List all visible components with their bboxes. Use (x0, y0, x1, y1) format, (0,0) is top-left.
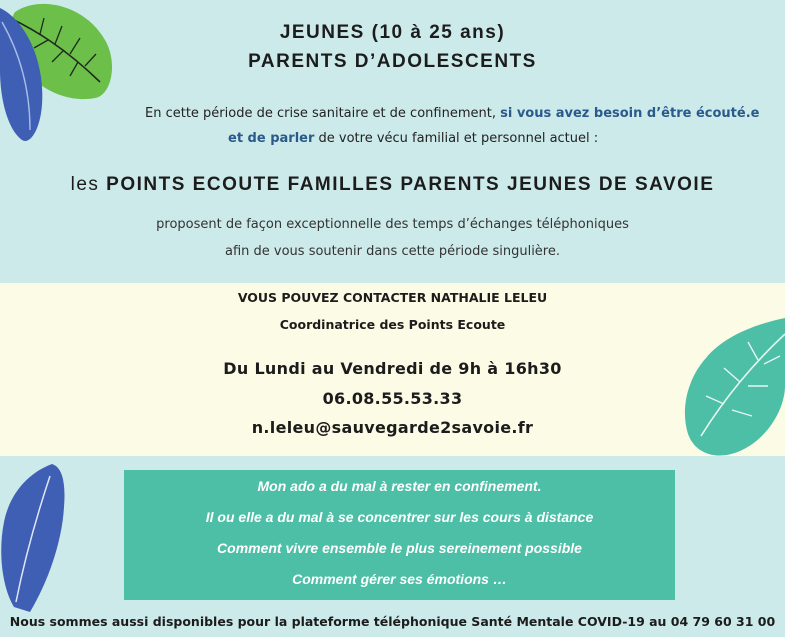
description-line-1: proposent de façon exceptionnelle des temps d’échanges téléphoniques (156, 217, 629, 232)
description-line-2: afin de vous soutenir dans cette période singulière. (225, 244, 560, 259)
question-item: Il ou elle a du mal à se concentrer sur les cours à distance (205, 509, 594, 525)
header-line-1: JEUNES (10 à 25 ans) (279, 22, 506, 43)
footer-text: Nous sommes aussi disponibles pour la plateforme téléphonique Santé Mentale COVID-19 au 04 79 60 31 00 (9, 614, 776, 629)
intro-highlight-1: si vous avez besoin d’être écouté.e (500, 106, 760, 121)
intro-text: En cette période de crise sanitaire et de confinement, (145, 106, 501, 121)
blue-leaf-bottom-icon (0, 462, 70, 612)
intro-highlight-2: et de parler (228, 131, 315, 146)
questions-box (124, 470, 675, 600)
intro-line-1 (110, 101, 785, 126)
question-item: Mon ado a du mal à rester en confinement. (257, 478, 542, 494)
contact-email[interactable]: n.leleu@sauvegarde2savoie.fr (251, 418, 534, 437)
question-item: Comment gérer ses émotions … (292, 571, 507, 587)
question-item: Comment vivre ensemble le plus sereinement possible (217, 540, 582, 556)
contact-role: Coordinatrice des Points Ecoute (279, 317, 506, 332)
contact-hours: Du Lundi au Vendredi de 9h à 16h30 (223, 359, 562, 378)
intro-line-2 (228, 126, 785, 151)
contact-phone[interactable]: 06.08.55.53.33 (322, 389, 463, 408)
main-title (0, 174, 785, 196)
contact-heading: VOUS POUVEZ CONTACTER NATHALIE LELEU (237, 290, 548, 305)
intro-text-2: de votre vécu familial et personnel actuel : (314, 131, 599, 146)
title-main: POINTS ECOUTE FAMILLES PARENTS JEUNES DE SAVOIE (106, 174, 715, 195)
header-line-2: PARENTS D’ADOLESCENTS (248, 51, 537, 72)
title-prefix: les (70, 174, 107, 195)
